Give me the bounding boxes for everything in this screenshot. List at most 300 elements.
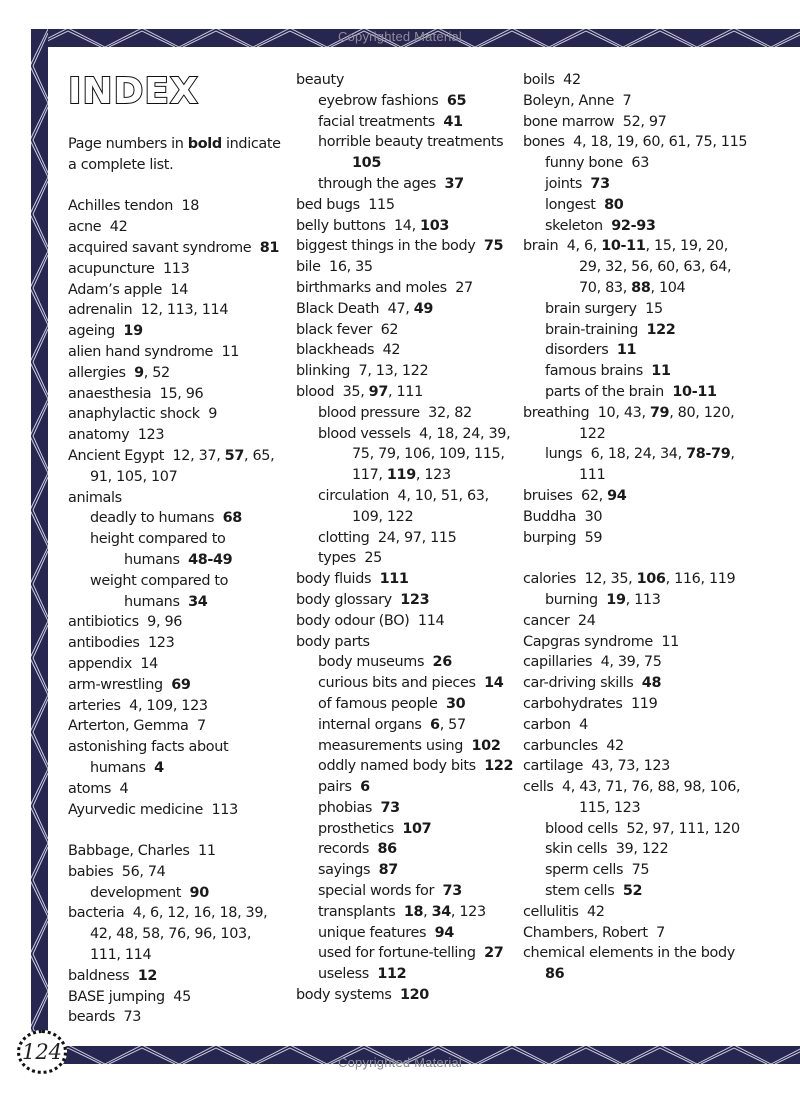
index-entry (296, 236, 514, 257)
index-subentry (296, 548, 514, 569)
page-ref-bold: 94 (434, 924, 454, 941)
index-subentry (296, 943, 514, 964)
index-entry (523, 528, 748, 549)
index-subentry: blood vessels 4, 18, 24, 39, 75, 79, 106, 109, 115, 117, 119, 123 (318, 425, 511, 484)
page-ref: 15 (159, 385, 178, 402)
index-term: Babbage, Charles (68, 843, 190, 860)
page-ref: 4 (132, 905, 142, 922)
index-term: height compared to humans (90, 531, 226, 568)
page-ref: 4 (566, 238, 576, 255)
page-ref: 114 (124, 947, 152, 964)
index-term: records (318, 841, 370, 858)
index-entry (296, 611, 514, 632)
index-term: blood cells (545, 820, 618, 837)
index-entry (523, 507, 748, 528)
page-ref: 35 (610, 571, 629, 588)
index-term: calories (523, 571, 576, 588)
page-ref: 98 (683, 779, 702, 796)
page-ref-bold: 34 (188, 593, 208, 610)
page-ref: 4 (579, 716, 588, 733)
page-ref: 123 (643, 758, 670, 775)
index-term: belly buttons (296, 217, 386, 234)
index-entries (523, 70, 748, 985)
index-entry: capillaries 4, 39, 75 (523, 654, 662, 671)
page-ref-bold: 86 (545, 966, 565, 983)
page-ref: 115 (368, 196, 395, 213)
page-ref: 59 (584, 529, 603, 546)
page-ref: 34 (660, 446, 678, 463)
index-term: carbon (523, 716, 571, 733)
page-ref: 76 (168, 926, 186, 943)
index-term: horrible beauty treatments (318, 134, 504, 151)
index-entry (68, 987, 283, 1008)
index-entry (68, 841, 283, 862)
legend-note-prefix: Page numbers in (68, 136, 188, 152)
page-ref-bold: 12 (137, 967, 158, 984)
index-term: Capgras syndrome (523, 633, 653, 650)
page-ref: 114 (417, 612, 445, 629)
index-entry: babies 56, 74 (68, 863, 166, 880)
index-term: babies (68, 863, 114, 880)
page-ref: 12 (140, 302, 159, 319)
index-term: Chambers, Robert (523, 924, 648, 941)
page-ref-bold: 119 (386, 467, 416, 484)
index-entry: calories 12, 35, 106, 116, 119 (523, 571, 736, 588)
index-term: useless (318, 966, 369, 983)
page-ref: 42 (90, 926, 108, 943)
index-subentry (296, 673, 514, 694)
index-term: oddly named body bits (318, 758, 476, 775)
index-entry: Black Death 47, 49 (296, 300, 434, 317)
index-column-3 (523, 70, 748, 985)
page-ref: 123 (147, 635, 175, 652)
index-subentry (523, 299, 748, 320)
page-ref-bold: 123 (400, 591, 430, 608)
index-subentry: clotting 24, 97, 115 (318, 529, 457, 546)
page-ref-bold: 90 (189, 884, 209, 901)
page-ref: 71 (605, 779, 623, 796)
index-subentry (296, 694, 514, 715)
page-ref: 107 (150, 468, 178, 485)
page-ref-bold: 14 (484, 675, 504, 692)
index-entry: allergies 9, 52 (68, 364, 170, 381)
page-ref: 120 (703, 404, 731, 421)
page-ref: 39 (488, 425, 507, 442)
page-ref: 117 (352, 467, 379, 484)
page-ref: 83 (605, 279, 623, 296)
page-ref-bold: 57 (224, 447, 244, 464)
page-ref-bold: 65 (446, 92, 467, 109)
page-ref: 109 (439, 446, 466, 463)
page-ref: 4 (419, 425, 428, 442)
index-entry (523, 632, 748, 653)
page-ref-bold: 92-93 (611, 217, 656, 234)
index-entry: brain 4, 6, 10-11, 15, 19, 20, 29, 32, 56, 60, 63, 64, 70, 83, 88, 104 (523, 238, 732, 296)
index-subentry (523, 153, 748, 174)
page-ref: 19 (680, 238, 698, 255)
index-term: anatomy (68, 427, 130, 444)
index-subentry (296, 112, 514, 133)
page-ref: 11 (221, 343, 240, 360)
page-ref: 32 (605, 259, 623, 276)
index-term: appendix (68, 655, 132, 672)
page-ref: 24 (577, 612, 596, 629)
page-ref: 35 (355, 259, 373, 276)
index-entry (523, 943, 748, 985)
page-ref-bold: 68 (222, 510, 242, 527)
legend-note (68, 134, 283, 176)
page-ref: 111 (579, 467, 606, 484)
page-ref: 61 (668, 134, 687, 151)
index-term: bone marrow (523, 113, 615, 130)
page-ref: 65 (252, 447, 271, 464)
page-ref: 37 (198, 447, 217, 464)
index-subentry (296, 736, 514, 757)
page-ref-bold: 107 (402, 820, 432, 837)
page-ref: 7 (656, 924, 665, 941)
index-term: beards (68, 1009, 116, 1026)
page-ref: 73 (617, 758, 636, 775)
page-ref: 51 (440, 487, 459, 504)
page-ref: 9 (208, 406, 218, 423)
index-subentry (523, 340, 748, 361)
page-ref: 12 (167, 905, 185, 922)
page-ref: 16 (329, 259, 347, 276)
index-subentry (523, 195, 748, 216)
page-ref-bold: 10-11 (672, 383, 717, 400)
index-subentry: lungs 6, 18, 24, 34, 78-79, 111 (545, 446, 735, 484)
index-entry: adrenalin 12, 113, 114 (68, 302, 229, 319)
index-term: capillaries (523, 654, 593, 671)
page-ref: 43 (579, 779, 597, 796)
page-ref: 111 (396, 383, 423, 400)
page-ref-bold: 112 (377, 966, 407, 983)
index-entry (68, 966, 283, 987)
index-term: sperm cells (545, 862, 624, 879)
page-ref: 113 (166, 302, 194, 319)
page-ref: 91 (90, 468, 108, 485)
index-term: BASE jumping (68, 988, 165, 1005)
index-entry (296, 278, 514, 299)
index-term: anaesthesia (68, 385, 152, 402)
index-term: facial treatments (318, 113, 435, 130)
watermark-bottom: Copyrighted Material (338, 1055, 462, 1070)
page-ref: 18 (607, 446, 626, 463)
index-term: car-driving skills (523, 675, 634, 692)
page-ref: 6 (590, 446, 600, 463)
index-term: blood pressure (318, 404, 420, 421)
index-term: sayings (318, 862, 371, 879)
page-ref: 43 (591, 758, 610, 775)
index-entry (296, 632, 514, 653)
index-subentry (296, 174, 514, 195)
page-ref: 16 (193, 905, 211, 922)
index-term: phobias (318, 799, 373, 816)
page-ref: 109 (352, 508, 379, 525)
page-ref-bold: 111 (379, 571, 409, 588)
page-ref: 64 (709, 259, 728, 276)
index-term: Black Death (296, 300, 380, 317)
watermark-top: Copyrighted Material (338, 29, 462, 44)
index-term: acne (68, 219, 102, 236)
page-ref: 52 (152, 364, 170, 381)
letter-group-spacer (523, 548, 748, 569)
index-entry (68, 238, 283, 259)
index-term: body parts (296, 633, 370, 650)
index-term: antibodies (68, 635, 140, 652)
index-subentry: blood pressure 32, 82 (318, 404, 472, 421)
index-term: Buddha (523, 508, 577, 525)
page-ref: 24 (462, 425, 481, 442)
page-ref: 15 (645, 300, 663, 317)
index-term: arteries (68, 697, 121, 714)
page-ref: 18 (436, 425, 454, 442)
index-entries (296, 70, 514, 1006)
page-ref: 18 (181, 198, 200, 215)
index-term: brain (523, 238, 559, 255)
page-ref: 7 (358, 363, 368, 380)
page-ref: 52 (626, 820, 644, 837)
index-subentry (296, 132, 514, 174)
page-ref: 6 (583, 238, 593, 255)
page-ref-bold: 30 (445, 695, 466, 712)
page-ref-bold: 49 (413, 300, 434, 317)
index-entry: Ancient Egypt 12, 37, 57, 65, 91, 105, 107 (68, 447, 275, 485)
index-entry (296, 985, 514, 1006)
page-ref: 80 (677, 404, 696, 421)
page-ref: 32 (428, 404, 446, 421)
page-ref: 113 (162, 260, 190, 277)
index-term: biggest things in the body (296, 238, 476, 255)
index-term: blood vessels (318, 425, 411, 442)
page-ref: 106 (709, 779, 737, 796)
index-entry: bile 16, 35 (296, 259, 373, 276)
index-subentry (68, 508, 283, 529)
page-ref: 27 (455, 279, 473, 296)
index-term: beauty (296, 72, 344, 88)
page-ref-bold: 80 (604, 196, 624, 213)
index-entry (296, 590, 514, 611)
page-ref: 60 (657, 259, 675, 276)
index-term: development (90, 884, 182, 901)
index-term: baldness (68, 967, 130, 984)
index-entry (296, 70, 514, 91)
index-entry: cartilage 43, 73, 123 (523, 758, 670, 775)
index-term: body systems (296, 987, 392, 1004)
page-ref: 29 (579, 259, 597, 276)
page-ref-bold: 19 (123, 323, 143, 340)
page-ref: 113 (634, 591, 661, 608)
index-entry (68, 425, 283, 446)
page-ref: 73 (123, 1009, 142, 1026)
index-term: famous brains (545, 363, 643, 380)
index-term: body museums (318, 654, 425, 671)
index-subentry (296, 860, 514, 881)
page-ref: 42 (563, 72, 581, 88)
index-term: brain surgery (545, 300, 637, 317)
index-subentry (296, 839, 514, 860)
index-term: blood (296, 383, 335, 400)
page-ref-bold: 103 (420, 217, 450, 234)
page-ref: 4 (561, 779, 571, 796)
index-term: cells (523, 779, 554, 796)
index-term: anaphylactic shock (68, 406, 200, 423)
page-ref: 75 (643, 654, 662, 671)
index-subentry (523, 860, 748, 881)
page-ref: 48 (116, 926, 134, 943)
index-entry (523, 902, 748, 923)
index-term: burping (523, 529, 577, 546)
page-title: INDEX (68, 71, 199, 112)
index-term: adrenalin (68, 302, 133, 319)
page-ref-bold: 11 (651, 363, 671, 380)
page-ref: 122 (401, 363, 429, 380)
page-ref-bold: 106 (636, 571, 666, 588)
index-term: alien hand syndrome (68, 343, 214, 360)
page-ref: 122 (641, 841, 669, 858)
index-entry (68, 196, 283, 217)
page-ref: 79 (378, 446, 396, 463)
page-ref: 111 (90, 947, 117, 964)
index-term: bed bugs (296, 196, 360, 213)
page-ref-bold: 94 (607, 487, 627, 504)
index-term: atoms (68, 780, 112, 797)
index-entry (296, 195, 514, 216)
page-ref-bold: 73 (380, 799, 400, 816)
index-entry (68, 737, 283, 779)
page-ref-bold: 102 (471, 737, 501, 754)
index-entry: bones 4, 18, 19, 60, 61, 75, 115 (523, 134, 748, 151)
page-ref-bold: 10-11 (601, 238, 646, 255)
index-term: Achilles tendon (68, 198, 173, 215)
page-ref-bold: 97 (368, 383, 388, 400)
index-entries (68, 196, 283, 1028)
index-term: joints (545, 175, 582, 192)
index-term: body fluids (296, 571, 372, 588)
index-term: circulation (318, 487, 390, 504)
index-entry: bone marrow 52, 97 (523, 113, 667, 130)
page-ref: 12 (584, 571, 603, 588)
page-ref: 119 (708, 571, 736, 588)
page-ref-bold: 73 (442, 883, 462, 900)
page-ref-bold: 27 (484, 945, 504, 962)
page-ref: 115 (473, 446, 501, 463)
page-ref-bold: 78-79 (686, 446, 731, 463)
page-ref: 62 (380, 321, 399, 338)
page-ref: 42 (606, 737, 624, 754)
index-subentry: internal organs 6, 57 (318, 716, 466, 733)
page-ref: 109 (146, 697, 173, 714)
index-entry (296, 569, 514, 590)
page-ref: 96 (194, 926, 212, 943)
page-ref-bold: 120 (399, 987, 429, 1004)
page-ref-bold: 41 (443, 113, 463, 130)
page-ref: 97 (652, 820, 671, 837)
page-ref: 45 (173, 988, 191, 1005)
index-entry (523, 923, 748, 944)
index-entry (68, 654, 283, 675)
page-ref: 42 (109, 219, 128, 236)
page-ref: 35 (342, 383, 361, 400)
page-ref: 4 (573, 134, 582, 151)
index-term: Arterton, Gemma (68, 718, 189, 735)
index-term: burning (545, 591, 598, 608)
index-term: animals (68, 489, 122, 506)
page-ref: 39 (245, 905, 264, 922)
page-ref: 63 (631, 155, 650, 172)
index-term: skeleton (545, 217, 603, 234)
page-ref: 4 (129, 697, 138, 714)
page-ref: 123 (181, 697, 208, 714)
index-subentry: blood cells 52, 97, 111, 120 (545, 820, 740, 837)
index-term: special words for (318, 883, 435, 900)
page-number-badge (17, 1030, 67, 1074)
index-term: acupuncture (68, 260, 155, 277)
page-ref: 96 (164, 614, 183, 631)
index-term: measurements using (318, 737, 464, 754)
index-term: ageing (68, 323, 115, 340)
index-term: skin cells (545, 841, 608, 858)
index-subentry (296, 777, 514, 798)
index-subentry (523, 361, 748, 382)
index-entry (68, 1007, 283, 1028)
lattice-pattern-icon (31, 29, 48, 1047)
index-entry: belly buttons 14, 103 (296, 217, 450, 234)
page-ref: 39 (615, 841, 634, 858)
page-ref: 20 (706, 238, 724, 255)
index-term: cellulitis (523, 903, 579, 920)
page-ref-bold: 37 (444, 175, 464, 192)
index-subentry: circulation 4, 10, 51, 63, 109, 122 (318, 487, 489, 525)
index-term: breathing (523, 404, 590, 421)
index-term: eyebrow fashions (318, 92, 439, 109)
index-entry: blinking 7, 13, 122 (296, 363, 429, 380)
page-ref: 6 (150, 905, 159, 922)
index-entry: bruises 62, 94 (523, 487, 627, 504)
page-ref: 52 (622, 113, 641, 130)
page-ref: 104 (658, 279, 686, 296)
page-ref: 115 (579, 799, 606, 816)
page-ref: 62 (581, 487, 599, 504)
index-term: Ayurvedic medicine (68, 801, 203, 818)
index-term: used for fortune-telling (318, 945, 476, 962)
page-ref-bold: 19 (606, 591, 626, 608)
page-ref: 96 (185, 385, 204, 402)
index-term: pairs (318, 779, 352, 796)
page-ref: 24 (633, 446, 652, 463)
index-term: carbohydrates (523, 695, 623, 712)
index-entry: breathing 10, 43, 79, 80, 120, 122 (523, 404, 735, 442)
index-subentry: skin cells 39, 122 (545, 841, 669, 858)
index-entry (68, 259, 283, 280)
index-term: body glossary (296, 591, 392, 608)
index-term: lungs (545, 446, 583, 463)
letter-group-spacer (68, 820, 283, 841)
page-ref: 42 (382, 342, 401, 359)
index-entry (68, 404, 283, 425)
index-term: allergies (68, 364, 126, 381)
page-ref: 106 (404, 446, 431, 463)
index-subentry (523, 382, 748, 403)
page-ref: 9 (147, 614, 156, 631)
index-term: antibiotics (68, 614, 139, 631)
index-term: cancer (523, 612, 570, 629)
page-ref: 12 (172, 447, 191, 464)
index-term: prosthetics (318, 820, 394, 837)
index-entry: anaesthesia 15, 96 (68, 385, 204, 402)
index-entry (68, 280, 283, 301)
page-ref: 15 (653, 238, 672, 255)
